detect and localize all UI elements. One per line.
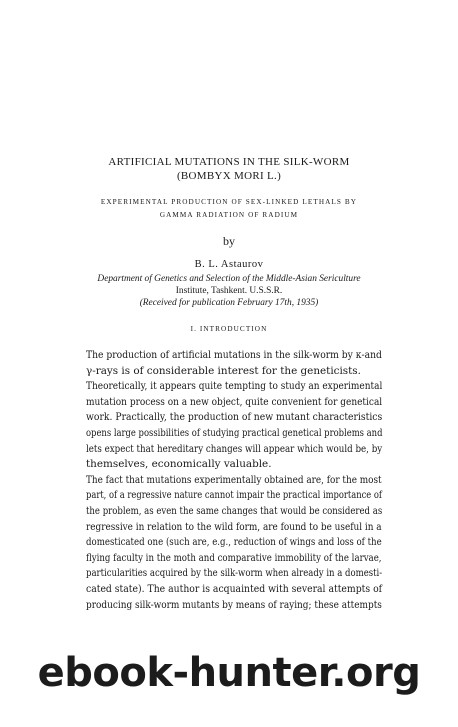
body-line: part, of a regressive nature cannot impair the practical importance of xyxy=(86,489,383,502)
body-line: lets expect that hereditary changes will appear which would be, by xyxy=(86,442,383,455)
body-line: flying faculty in the moth and comparative immobility of the larvae, xyxy=(86,551,382,564)
author-name: B. L. Astaurov xyxy=(194,259,264,270)
article-subtitle-line-2: GAMMA RADIATION OF RADIUM xyxy=(159,211,299,219)
article-title-line-2: (BOMBYX MORI L.) xyxy=(176,170,282,182)
body-line: work. Practically, the production of new mutant characteristics xyxy=(86,411,383,424)
body-line: mutation process on a new object, quite convenient for genetical xyxy=(86,395,383,408)
body-line: The production of artificial mutations in the silk-worm by κ-and xyxy=(86,349,382,361)
body-line: Theoretically, it appears quite tempting to study an experimental xyxy=(86,380,383,393)
article-title-line-1: ARTIFICIAL MUTATIONS IN THE SILK-WORM xyxy=(108,156,350,168)
received-date: (Received for publication February 17th, 1935) xyxy=(139,298,319,308)
body-line: The fact that mutations experimentally obtained are, for the most xyxy=(86,473,382,486)
body-line: domesticated one (such are, e.g., reduction of wings and loss of the xyxy=(86,536,382,549)
body-line: regressive in relation to the wild form, are found to be useful in a xyxy=(86,520,382,533)
affiliation-line-2: Institute, Tashkent. U.S.S.R. xyxy=(175,286,283,296)
watermark: ebook-hunter.org xyxy=(37,650,421,696)
body-line: producing silk-worm mutants by means of raying; these attempts xyxy=(86,598,382,611)
byline-by: by xyxy=(223,234,235,248)
section-heading: I. INTRODUCTION xyxy=(190,325,268,333)
affiliation-line-1: Department of Genetics and Selection of the Middle-Asian Sericulture xyxy=(97,274,361,284)
body-line: themselves, economically valuable. xyxy=(86,458,272,471)
body-line: cated state). The author is acquainted with several attempts of xyxy=(86,582,383,595)
body-line: opens large possibilities of studying practical genetical problems and xyxy=(86,426,383,439)
body-text xyxy=(86,348,382,613)
body-line: particularities acquired by the silk-worm when already in a domesti- xyxy=(86,567,383,580)
body-line: the problem, as even the same changes that would be considered as xyxy=(86,504,383,517)
article-subtitle-line-1: EXPERIMENTAL PRODUCTION OF SEX-LINKED LETHALS BY xyxy=(100,198,358,206)
body-line: γ-rays is of considerable interest for the geneticists. xyxy=(86,364,361,377)
